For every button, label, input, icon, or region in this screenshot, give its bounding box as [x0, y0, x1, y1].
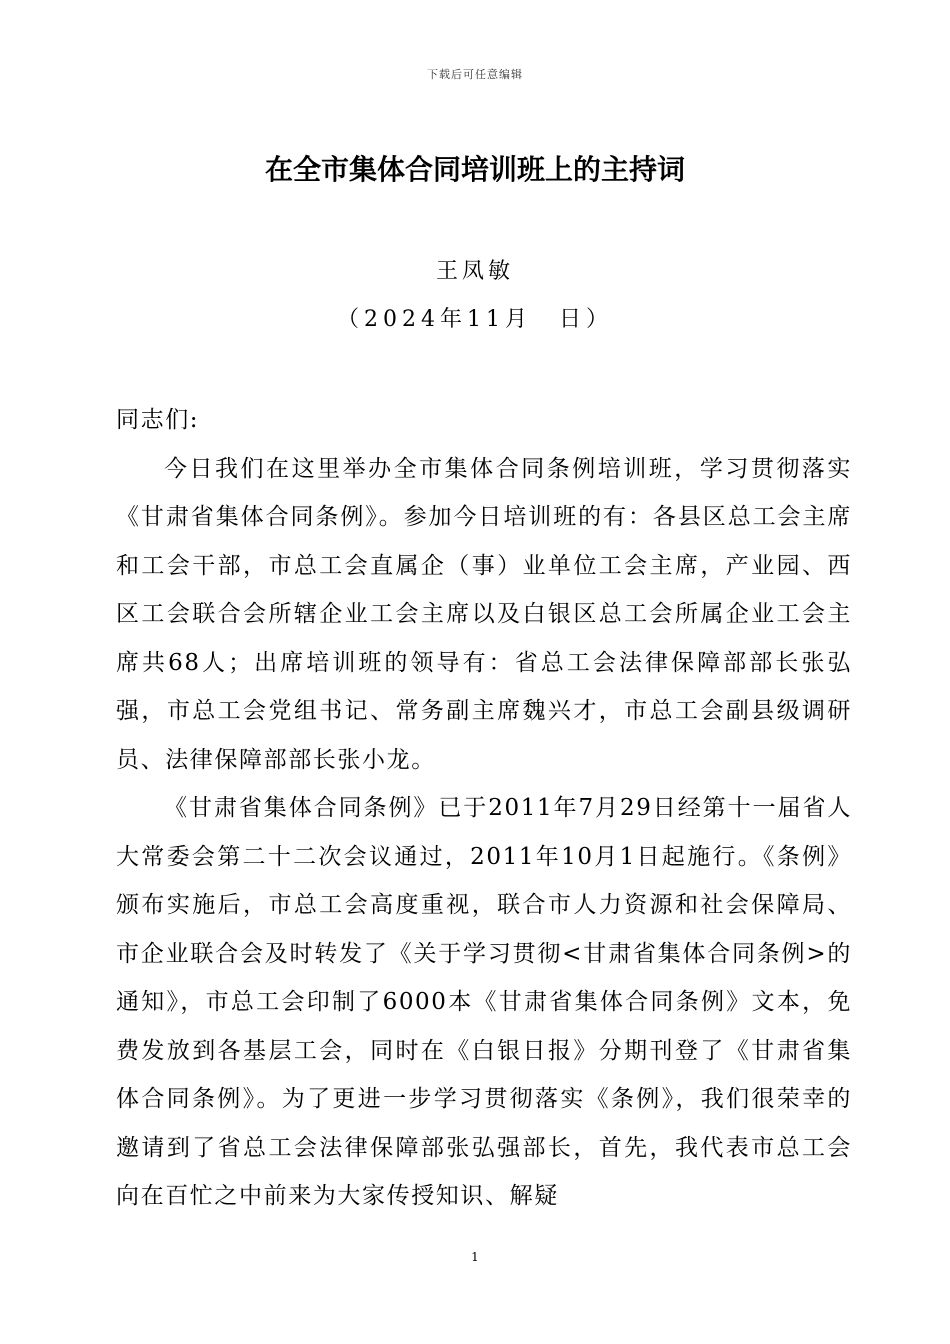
- header-note: 下载后可任意编辑: [427, 68, 523, 81]
- paragraph-2: 《甘肃省集体合同条例》已于2011年7月29日经第十一届省人大常委会第二十二次会议通过，2011年10月1日起施行。《条例》颁布实施后，市总工会高度重视，联合市人力资源和社会保障局、市企业联合会及时转发了《关于学习贯彻<甘肃省集体合同条例>的通知》，市总工会印制了6000本《甘肃省集体合同条例》文本，免费发放到各基层工会，同时在《白银日报》分期刊登了《甘肃省集体合同条例》。为了更进一步学习贯彻落实《条例》，我们很荣幸的邀请到了省总工会法律保障部张弘强部长，首先，我代表市总工会向在百忙之中前来为大家传授知识、解疑: [116, 795, 852, 1209]
- salutation: 同志们:: [116, 407, 200, 433]
- document-title: 在全市集体合同培训班上的主持词: [264, 153, 685, 186]
- document-body: [116, 396, 852, 1221]
- paragraph-1: 今日我们在这里举办全市集体合同条例培训班，学习贯彻落实《甘肃省集体合同条例》。参加今日培训班的有：各县区总工会主席和工会干部，市总工会直属企（事）业单位工会主席，产业园、西区工会联合会所辖企业工会主席以及白银区总工会所属企业工会主席共68人；出席培训班的领导有：省总工会法律保障部部长张弘强，市总工会党组书记、常务副主席魏兴才，市总工会副县级调研员、法律保障部部长张小龙。: [116, 455, 852, 773]
- document-date: （2024年11月 日）: [337, 307, 613, 332]
- page-number: 1: [471, 1250, 479, 1264]
- author-name: 王凤敏: [435, 259, 514, 284]
